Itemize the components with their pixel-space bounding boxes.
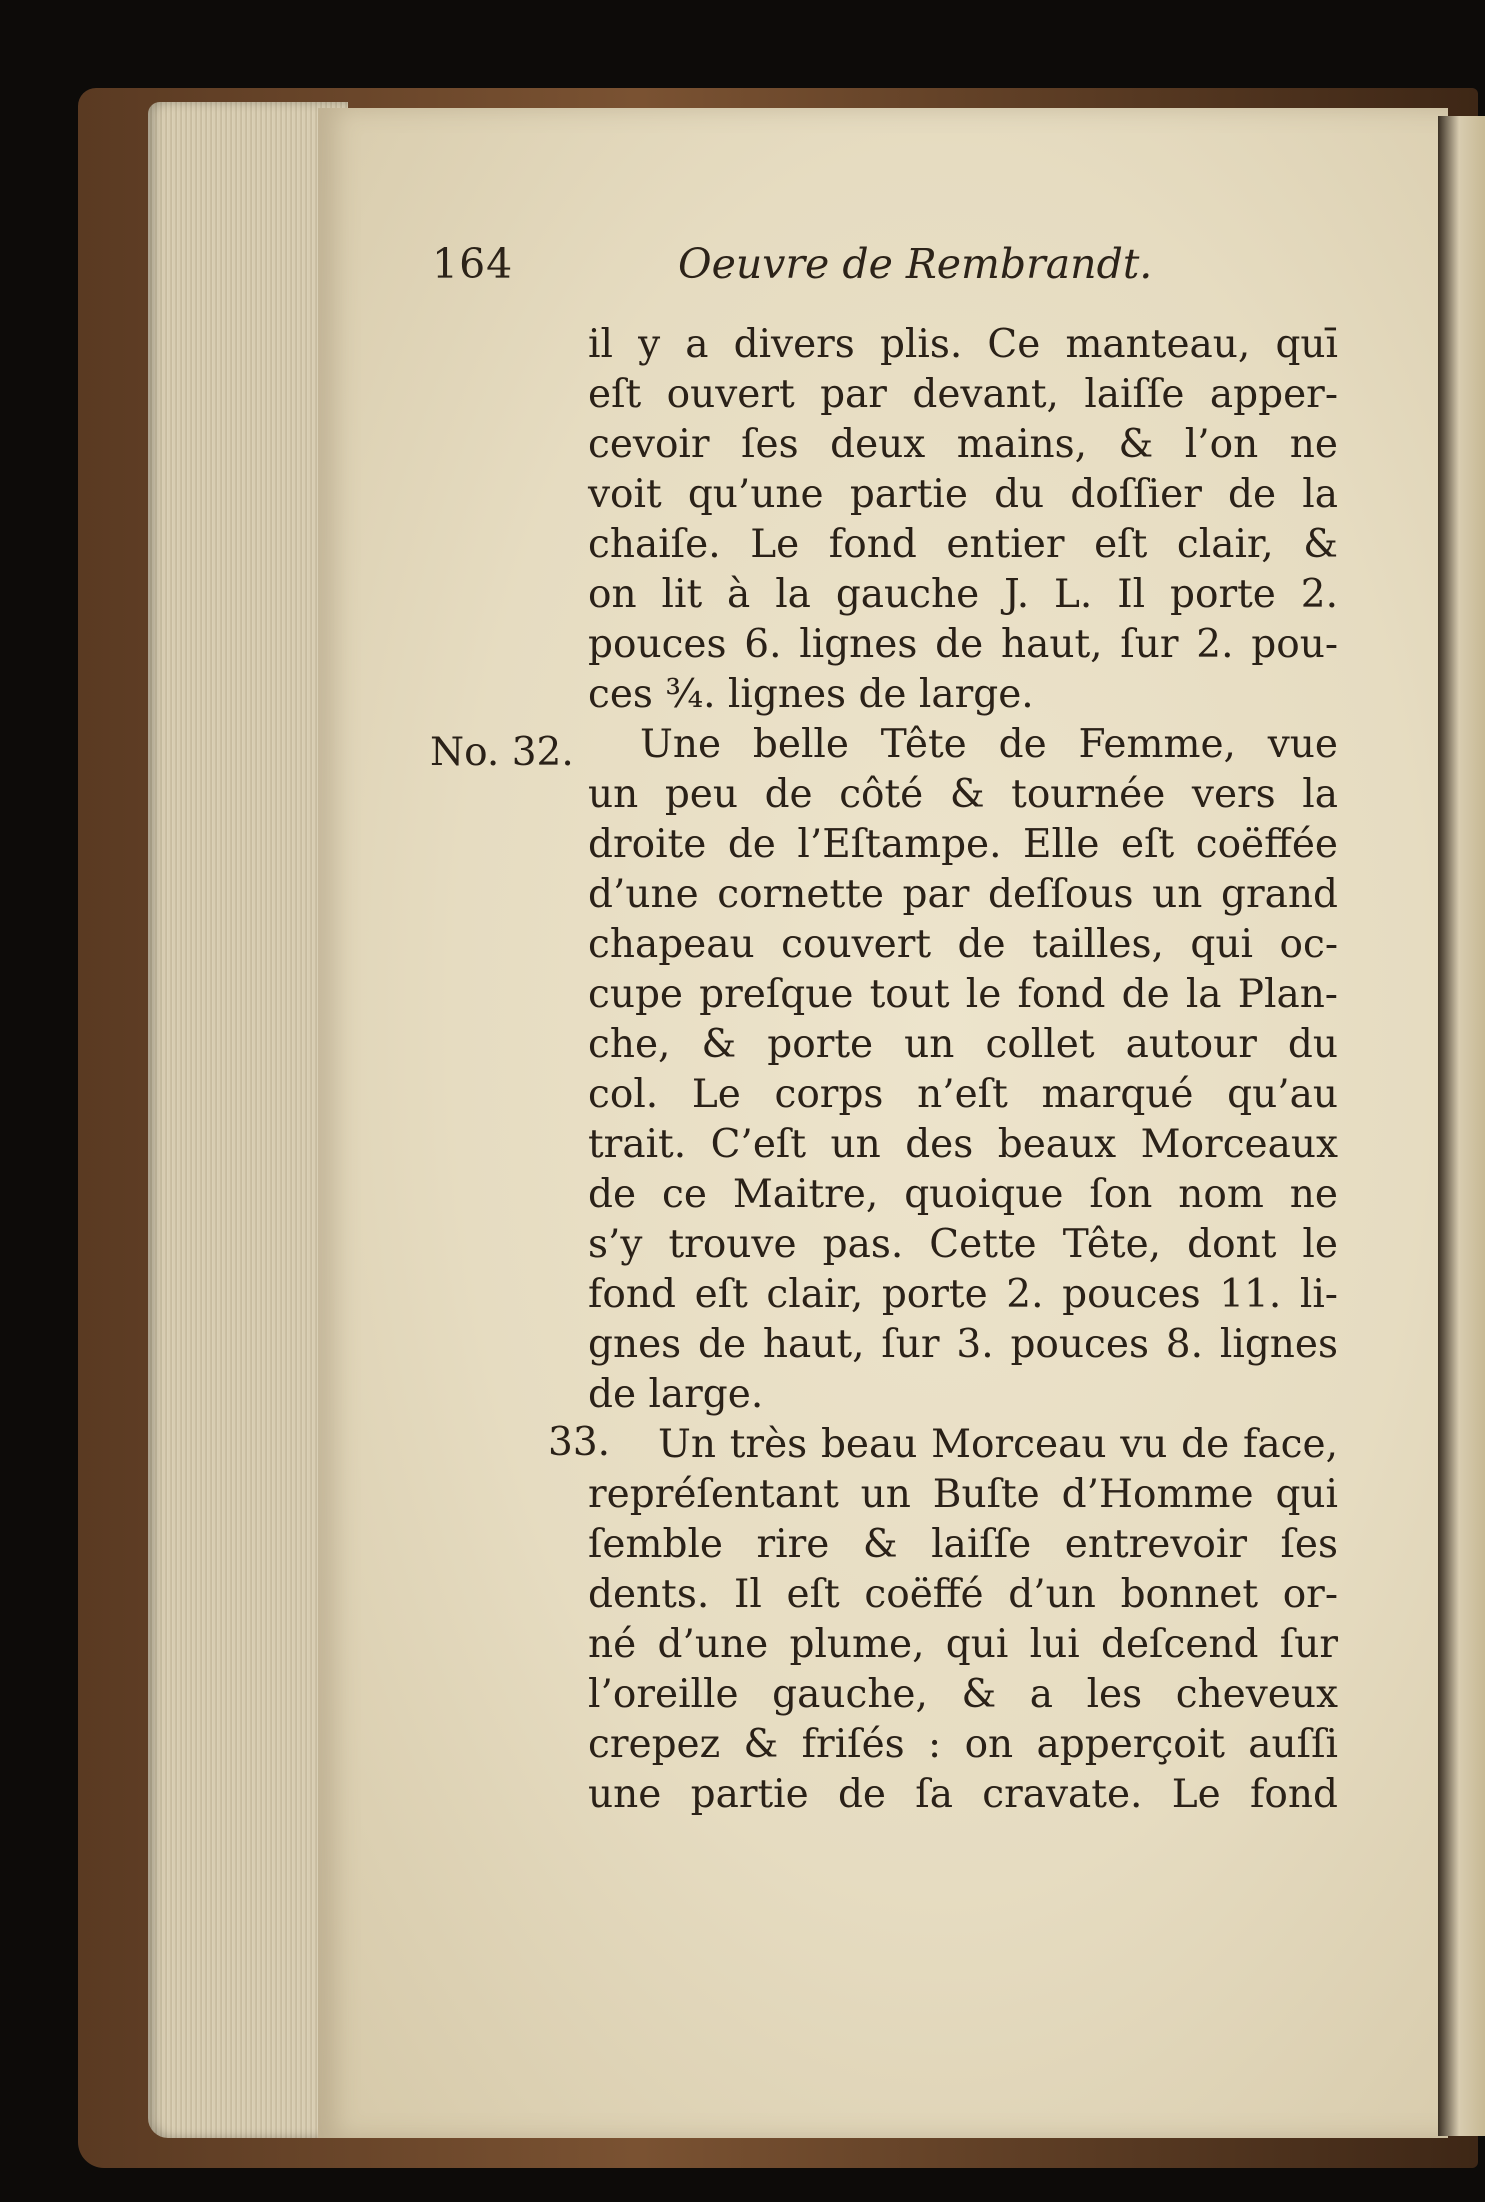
entry-number-32: No. 32. <box>430 730 574 775</box>
page-number: 164 <box>432 240 514 288</box>
text-line: voit qu’une partie du doſſier de la <box>588 472 1338 517</box>
body-text <box>588 320 1338 1820</box>
text-line: dents. Il eſt coëffé d’un bonnet or- <box>588 1572 1338 1617</box>
text-line: on lit à la gauche J. L. Il porte 2. <box>588 572 1338 617</box>
text-line: droite de l’Eſtampe. Elle eſt coëffée <box>588 822 1338 867</box>
text-line: Un très beau Morceau vu de face, <box>658 1422 1338 1467</box>
text-line: eſt ouvert par devant, laiſſe apper- <box>588 372 1338 417</box>
text-line: il y a divers plis. Ce manteau, quī <box>588 322 1338 367</box>
text-line: ces ¾. lignes de large. <box>588 672 1034 717</box>
page-header <box>0 240 1485 300</box>
text-line: cevoir ſes deux mains, & l’on ne <box>588 422 1338 467</box>
text-line: s’y trouve pas. Cette Tête, dont le <box>588 1222 1338 1267</box>
text-line: crepez & friſés : on apperçoit auſſi <box>588 1722 1338 1767</box>
text-line: cupe preſque tout le fond de la Plan- <box>588 972 1338 1017</box>
running-title: Oeuvre de Rembrandt. <box>678 240 1153 288</box>
text-line: une partie de ſa cravate. Le fond <box>588 1772 1338 1817</box>
text-line: che, & porte un collet autour du <box>588 1022 1338 1067</box>
text-line: né d’une plume, qui lui deſcend ſur <box>588 1622 1338 1667</box>
text-line: fond eſt clair, porte 2. pouces 11. li- <box>588 1272 1338 1317</box>
text-line: chapeau couvert de tailles, qui oc- <box>588 922 1338 967</box>
text-line: repréſentant un Buſte d’Homme qui <box>588 1472 1338 1517</box>
text-line: col. Le corps n’eſt marqué qu’au <box>588 1072 1338 1117</box>
book-gutter <box>1438 116 1485 2136</box>
text-line: chaiſe. Le fond entier eſt clair, & <box>588 522 1338 567</box>
text-line: trait. C’eſt un des beaux Morceaux <box>588 1122 1338 1167</box>
text-line: pouces 6. lignes de haut, ſur 2. pou- <box>588 622 1338 667</box>
text-line: de ce Maitre, quoique ſon nom ne <box>588 1172 1338 1217</box>
text-line: Une belle Tête de Femme, vue <box>640 722 1338 767</box>
text-line: ſemble rire & laiſſe entrevoir ſes <box>588 1522 1338 1567</box>
text-line: l’oreille gauche, & a les cheveux <box>588 1672 1338 1717</box>
text-line: de large. <box>588 1372 764 1417</box>
text-line: un peu de côté & tournée vers la <box>588 772 1338 817</box>
entry-number-33: 33. <box>548 1420 611 1465</box>
text-line: d’une cornette par deſſous un grand <box>588 872 1338 917</box>
text-line: gnes de haut, ſur 3. pouces 8. lignes <box>588 1322 1338 1367</box>
